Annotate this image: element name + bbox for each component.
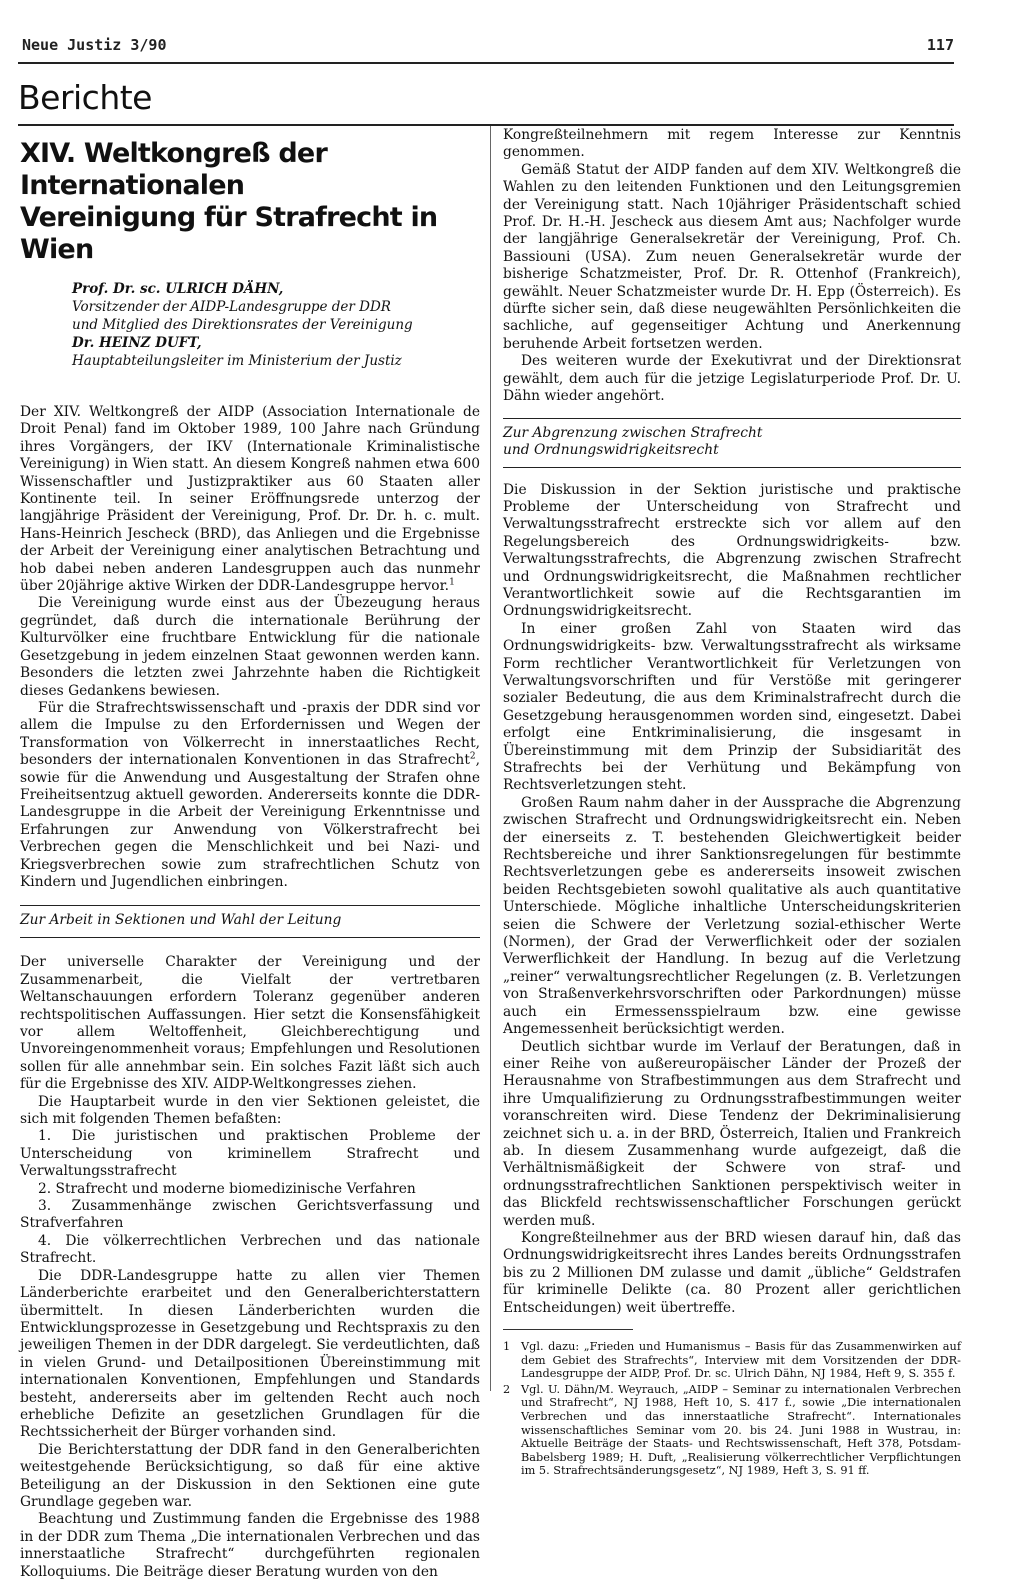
intro-paragraph-3: Für die Strafrechtswissenschaft und -praxis der DDR sind vor allem die Impulse zu den Erfordernissen und Wegen der Transformation von Völkerrecht in innerstaatliches Recht, besonders der internationalen Konventionen in das Strafrecht$^2$, sowie für die Anwendung und Ausgestaltung der Strafen ohne Freiheitsentzug aktuell geworden. Andererseits konnte die DDR-Landesgruppe in die Arbeit der Vereinigung Erkenntnisse und Erfahrungen zur Anwendung von Völkerstrafrecht bei Verbrechen gegen die Menschlichkeit und bei Nazi- und Kriegsverbrechen sowie zum strafrechtlichen Schutz von Kindern und Jugendlichen einbringen. (20, 699, 480, 890)
subheading-sections: Zur Arbeit in Sektionen und Wahl der Leitung (20, 905, 480, 938)
author-2-name: Dr. HEINZ DUFT, (72, 335, 202, 351)
author-1-name: Prof. Dr. sc. ULRICH DÄHN, (72, 281, 284, 297)
footnote-text: Vgl. dazu: „Frieden und Humanismus – Basis für das Zusammenwirken auf dem Gebiet des Strafrechts“, Interview mit dem Vorsitzenden der DDR-Landesgruppe der AIDP, Prof. Dr. sc. Ulrich Dähn, NJ 1984, Heft 9, S. 355 f. (521, 1340, 961, 1381)
subheading-line-2: und Ordnungswidrigkeitsrecht (503, 441, 719, 458)
section-rule (18, 124, 954, 126)
intro-paragraph-2: Die Vereinigung wurde einst aus der Übezeugung heraus gegründet, daß durch die internationale Berührung der Kulturvölker eine fruchtbare Entwicklung für die nationale Gesetzgebung in jedem einzelnen Staat gewonnen werden kann. Besonders die letzten zwei Jahrzehnte haben die Richtigkeit dieses Gedankens bewiesen. (20, 595, 480, 699)
subheading-delimitation (503, 418, 961, 468)
journal-title: Neue Justiz 3/90 (22, 36, 167, 54)
section1-paragraph-2: Die Hauptarbeit wurde in den vier Sektionen geleistet, die sich mit folgenden Themen befaßten: (20, 1093, 480, 1128)
topic-list (20, 1128, 480, 1267)
footnotes (503, 1340, 961, 1478)
section1-paragraph-1: Der universelle Charakter der Vereinigung und der Zusammenarbeit, die Vielfalt der vertretbaren Weltanschauungen erfordern Toleranz gegenüber anderen rechtspolitischen Auffassungen. Hier setzt die Konsensfähigkeit vor allem Weltoffenheit, Gleichberechtigung und Unvoreingenommenheit voraus; Empfehlungen und Resolutionen sollen für alle annehmbar sein. Ein solches Fazit läßt sich auch für die Ergebnisse des XIV. AIDP-Weltkongresses ziehen. (20, 954, 480, 1093)
footnote-ref-1: 1 (449, 577, 455, 588)
left-column (20, 138, 480, 1581)
footnote-ref-2: 2 (469, 751, 476, 762)
author-2-role: Hauptabteilungsleiter im Ministerium der Justiz (72, 353, 402, 369)
list-item: 4. Die völkerrechtlichen Verbrechen und das nationale Strafrecht. (20, 1232, 480, 1267)
list-item: 2. Strafrecht und moderne biomedizinische Verfahren (38, 1180, 416, 1197)
intro-paragraph-1: Der XIV. Weltkongreß der AIDP (Association Internationale de Droit Penal) fand im Oktober 1989, 100 Jahre nach Gründung ihres Vorgängers, der IKV (Internationale Kriminalistische Vereinigung) in Wien statt. An diesem Kongreß nahmen etwa 600 Wissenschaftler und Justizpraktiker aus 60 Staaten aller Kontinente teil. In seiner Eröffnungsrede unterzog der langjährige Präsident der Vereinigung, Prof. Dr. Dr. h. c. mult. Hans-Heinrich Jescheck (BRD), das Anliegen und die Ergebnisse der Arbeit der Vereinigung einer analytischen Betrachtung und hob dabei neben anderen Landesgruppen auch das nunmehr über 20jährige aktive Wirken der DDR-Landesgruppe hervor.$^1$ (20, 404, 480, 595)
section2-paragraph-2: In einer großen Zahl von Staaten wird das Ordnungswidrigkeits- bzw. Verwaltungsstrafrecht als wirksame Form rechtlicher Verantwortlichkeit für Verletzungen von Verwaltungsvorschriften und für Verstöße mit geringerer sozialer Bedeutung, die aus dem Kriminalstrafrecht durch die Gesetzgebung herausgenommen worden sind, eingesetzt. Dabei erfolgt eine Entkriminalisierung, die insgesamt in Übereinstimmung mit dem Prinzip der Subsidiarität des Strafrechts bei der Verhütung und Bekämpfung von Rechtsverletzungen steht. (503, 620, 961, 794)
right-paragraph-2: Gemäß Statut der AIDP fanden auf dem XIV. Weltkongreß die Wahlen zu den leitenden Funktionen und den Leitungsgremien der Vereinigung statt. Nach 10jähriger Präsidentschaft schied Prof. Dr. H.-H. Jescheck aus diesem Amt aus; Nachfolger wurde der langjährige Generalsekretär der Vereinigung, Prof. Ch. Bassiouni (USA). Zum neuen Generalsekretär wurde der bisherige Schatzmeister, Prof. Dr. R. Ottenhof (Frankreich), gewählt. Neuer Schatzmeister wurde Dr. H. Epp (Österreich). Es dürfte sicher sein, daß diese neugewählten Persönlichkeiten die sachliche, auf gegenseitiger Achtung und Anerkennung beruhende Arbeit fortsetzen werden. (503, 161, 961, 352)
section2-paragraph-5: Kongreßteilnehmer aus der BRD wiesen darauf hin, daß das Ordnungswidrigkeitsrecht ihres Landes bereits Ordnungsstrafen bis zu 2 Millionen DM zulasse und damit „übliche“ Geldstrafen für kriminelle Delikte (ca. 80 Prozent aller gerichtlichen Entscheidungen) weit übertreffe. (503, 1229, 961, 1316)
title-line-2: Vereinigung für Strafrecht in Wien (20, 202, 438, 265)
section1-paragraph-3: Die DDR-Landesgruppe hatte zu allen vier Themen Länderberichte erarbeitet und den Generalberichterstattern übermittelt. In diesen Länderberichten wurden die Entwicklungsprozesse in Gesetzgebung und Rechtspraxis zu den jeweiligen Themen in der DDR dargelegt. Sie verdeutlichten, daß in vielen Grund- und Detailpositionen Übereinstimmung mit internationalen Konventionen, Empfehlungen und Standards besteht, andererseits aber im geltenden Recht auch noch erhebliche Defizite an gesetzlichen Grundlagen für die Rechtssicherheit der Bürger vorhanden sind. (20, 1267, 480, 1441)
footnote-2 (503, 1383, 961, 1478)
page-number: 117 (926, 36, 954, 54)
author-block (72, 280, 480, 370)
section1-paragraph-4: Die Berichterstattung der DDR fand in den Generalberichten weitestgehende Berücksichtigung, so daß für eine aktive Beteiligung an der Diskussion in den Sektionen eine gute Grundlage gegeben war. (20, 1441, 480, 1510)
list-item: 1. Die juristischen und praktischen Probleme der Unterscheidung von kriminellem Strafrecht und Verwaltungsstrafrecht (20, 1128, 480, 1180)
footnote-number: 1 (503, 1340, 511, 1353)
section2-paragraph-1: Die Diskussion in der Sektion juristische und praktische Probleme der Unterscheidung von Strafrecht und Verwaltungsstrafrecht erstreckte sich vor allem auf den Regelungsbereich des Ordnungswidrigkeits- bzw. Verwaltungsstrafrechts, die Abgrenzung zwischen Strafrecht und Ordnungswidrigkeitsrecht, die Maßnahmen rechtlicher Verantwortlichkeit sowie auf die Rechtsgarantien im Ordnungswidrigkeitsrecht. (503, 481, 961, 620)
article-title (20, 138, 480, 266)
footnote-1 (503, 1340, 961, 1381)
subheading-line-1: Zur Abgrenzung zwischen Strafrecht (503, 424, 763, 441)
right-paragraph-1: Kongreßteilnehmern mit regem Interesse zur Kenntnis genommen. (503, 127, 961, 161)
section2-paragraph-3: Großen Raum nahm daher in der Aussprache die Abgrenzung zwischen Strafrecht und Ordnungswidrigkeitsrecht ein. Neben der einerseits z. T. bestehenden Gleichwertigkeit beider Rechtsbereiche und ihrer Sanktionsregelungen für bestimmte Rechtsverletzungen gebe es andererseits insoweit zwischen beiden Rechtsgebieten sowohl qualitative als auch quantitative Unterschiede. Mögliche inhaltliche Unterscheidungskriterien seien die Schwere der Verletzung sozial-ethischer Werte (Normen), der Grad der Verwerflichkeit oder der sozialen Verwerflichkeit der Handlung. In bezug auf die Verletzung „reiner“ verwaltungsrechtlicher Regelungen (z. B. Verletzungen von Straßenverkehrsvorschriften oder Parkordnungen) müsse auch ein Ermessensspielraum bzw. eine gewisse Angemessenheit berücksichtigt werden. (503, 794, 961, 1038)
title-line-1: XIV. Weltkongreß der Internationalen (20, 138, 327, 201)
column-divider (490, 126, 491, 1391)
list-item: 3. Zusammenhänge zwischen Gerichtsverfassung und Strafverfahren (20, 1198, 480, 1232)
footnote-rule (503, 1329, 633, 1330)
footnote-text: Vgl. U. Dähn/M. Weyrauch, „AIDP – Seminar zu internationalen Verbrechen und Strafrecht“, NJ 1988, Heft 10, S. 417 f., sowie „Die internationalen Verbrechen und das innerstaatliche Strafrecht“. Internationales wissenschaftliches Seminar vom 20. bis 24. Juni 1988 in Wustrau, in: Aktuelle Beiträge der Staats- und Rechtswissenschaft, Heft 378, Potsdam-Babelsberg 1989; H. Duft, „Realisierung völkerrechtlicher Verpflichtungen im 5. Strafrechtsänderungsgesetz“, NJ 1989, Heft 3, S. 91 ff. (521, 1382, 961, 1478)
header-rule (18, 62, 954, 64)
section2-paragraph-4: Deutlich sichtbar wurde im Verlauf der Beratungen, daß in einer Reihe von außereuropäischer Länder der Prozeß der Herausnahme von Strafbestimmungen aus dem Strafrecht und ihre Umqualifizierung zu Ordnungsstrafbestimmungen weiter voranschreiten wird. Diese Tendenz der Dekriminalisierung zeichnet sich u. a. in der BRD, Österreich, Italien und Frankreich ab. In diesem Zusammenhang wurde aufgezeigt, daß die Verhältnismäßigkeit der Schwere von straf- und ordnungsstrafrechtlichen Sanktionen perspektivisch weiter in das Blickfeld rechtswissenschaftlicher Forschungen gerückt werden muß. (503, 1038, 961, 1229)
author-1-role-1: Vorsitzender der AIDP-Landesgruppe der DDR (72, 299, 391, 315)
section-title: Berichte (18, 78, 152, 117)
right-paragraph-3: Des weiteren wurde der Exekutivrat und der Direktionsrat gewählt, dem auch für die jetzige Legislaturperiode Prof. Dr. U. Dähn wieder angehört. (503, 353, 961, 405)
author-1-role-2: und Mitglied des Direktionsrates der Vereinigung (72, 317, 413, 333)
right-column (503, 127, 961, 1480)
footnote-number: 2 (503, 1382, 511, 1396)
section1-paragraph-5: Beachtung und Zustimmung fanden die Ergebnisse des 1988 in der DDR zum Thema „Die internationalen Verbrechen und das innerstaatliche Strafrecht“ durchgeführten regionalen Kolloquiums. Die Beiträge dieser Beratung wurden von den (20, 1511, 480, 1580)
